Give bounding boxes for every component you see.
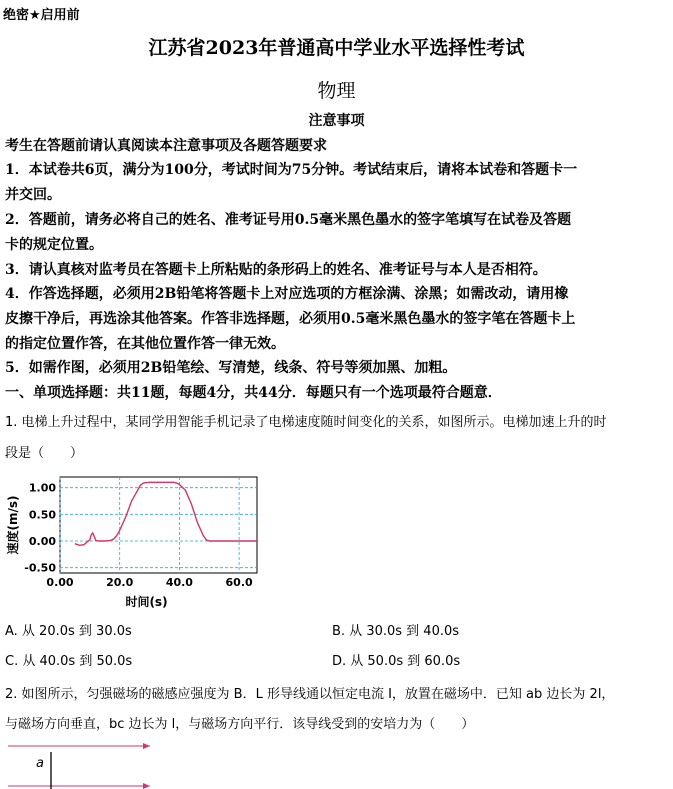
question-1-text: 段是（ ） bbox=[5, 446, 84, 461]
x-tick-label: 0.00 bbox=[46, 576, 74, 589]
instruction-line: 卡的规定位置。 bbox=[5, 237, 103, 253]
instruction-line: 1．本试卷共6页，满分为100分，考试时间为75分钟。考试结束后，请将本试卷和答题卡一 bbox=[5, 162, 578, 178]
question-1-text: 1. 电梯上升过程中，某同学用智能手机记录了电梯速度随时间变化的关系，如图所示。电梯加速上升的时 bbox=[5, 415, 607, 430]
instruction-line: 2．答题前，请务必将自己的姓名、准考证号用0.5毫米黑色墨水的签字笔填写在试卷及答题 bbox=[5, 212, 572, 228]
exam-title: 江苏省2023年普通高中学业水平选择性考试 bbox=[148, 37, 525, 59]
instruction-line: 考生在答题前请认真阅读本注意事项及各题答题要求 bbox=[5, 138, 327, 154]
y-tick-label: 0.00 bbox=[28, 535, 56, 548]
question-2-text: 与磁场方向垂直，bc 边长为 l，与磁场方向平行．该导线受到的安培力为（ ） bbox=[5, 717, 475, 732]
secret-mark: 绝密★启用前 bbox=[3, 8, 80, 23]
instruction-line: 皮擦干净后，再选涂其他答案。作答非选择题，必须用0.5毫米黑色墨水的签字笔在答题卡上 bbox=[5, 311, 576, 327]
instruction-line: 3．请认真核对监考员在答题卡上所粘贴的条形码上的姓名、准考证号与本人是否相符。 bbox=[5, 262, 547, 278]
x-tick-label: 60.0 bbox=[225, 576, 253, 589]
instruction-line: 5．如需作图，必须用2B铅笔绘、写清楚，线条、符号等须加黑、加粗。 bbox=[5, 360, 457, 376]
x-axis-label: 时间(s) bbox=[125, 595, 168, 609]
notice-heading: 注意事项 bbox=[308, 113, 365, 129]
y-axis-label: 速度(m/s) bbox=[6, 495, 20, 555]
point-label-a: a bbox=[36, 756, 44, 771]
section-heading: 一、单项选择题：共11题，每题4分，共44分．每题只有一个选项最符合题意． bbox=[5, 385, 502, 401]
instruction-line: 4．作答选择题，必须用2B铅笔将答题卡上对应选项的方框涂满、涂黑；如需改动，请用橡 bbox=[5, 286, 569, 302]
x-tick-label: 40.0 bbox=[165, 576, 193, 589]
plot-area bbox=[60, 477, 257, 573]
y-tick-label: 0.50 bbox=[28, 508, 56, 522]
y-tick-label: 1.00 bbox=[28, 481, 56, 495]
instruction-line: 并交回。 bbox=[5, 187, 61, 203]
subject-title: 物理 bbox=[317, 80, 356, 102]
x-tick-label: 20.0 bbox=[106, 576, 134, 589]
arrow-head-icon bbox=[143, 743, 150, 749]
instruction-line: 的指定位置作答，在其他位置作答一律无效。 bbox=[5, 336, 285, 352]
velocity-time-chart bbox=[0, 465, 270, 615]
question-2-text: 2. 如图所示，匀强磁场的磁感应强度为 B．L 形导线通以恒定电流 I，放置在磁场中．已知 ab 边长为 2l， bbox=[5, 687, 615, 702]
option-a[interactable]: A. 从 20.0s 到 30.0s bbox=[5, 624, 132, 639]
y-tick-label: -0.50 bbox=[24, 561, 56, 575]
option-b[interactable]: B. 从 30.0s 到 40.0s bbox=[332, 624, 460, 639]
magnetic-field-figure bbox=[0, 738, 170, 789]
option-c[interactable]: C. 从 40.0s 到 50.0s bbox=[5, 654, 133, 669]
option-d[interactable]: D. 从 50.0s 到 60.0s bbox=[332, 654, 461, 669]
arrow-head-icon bbox=[143, 783, 150, 789]
